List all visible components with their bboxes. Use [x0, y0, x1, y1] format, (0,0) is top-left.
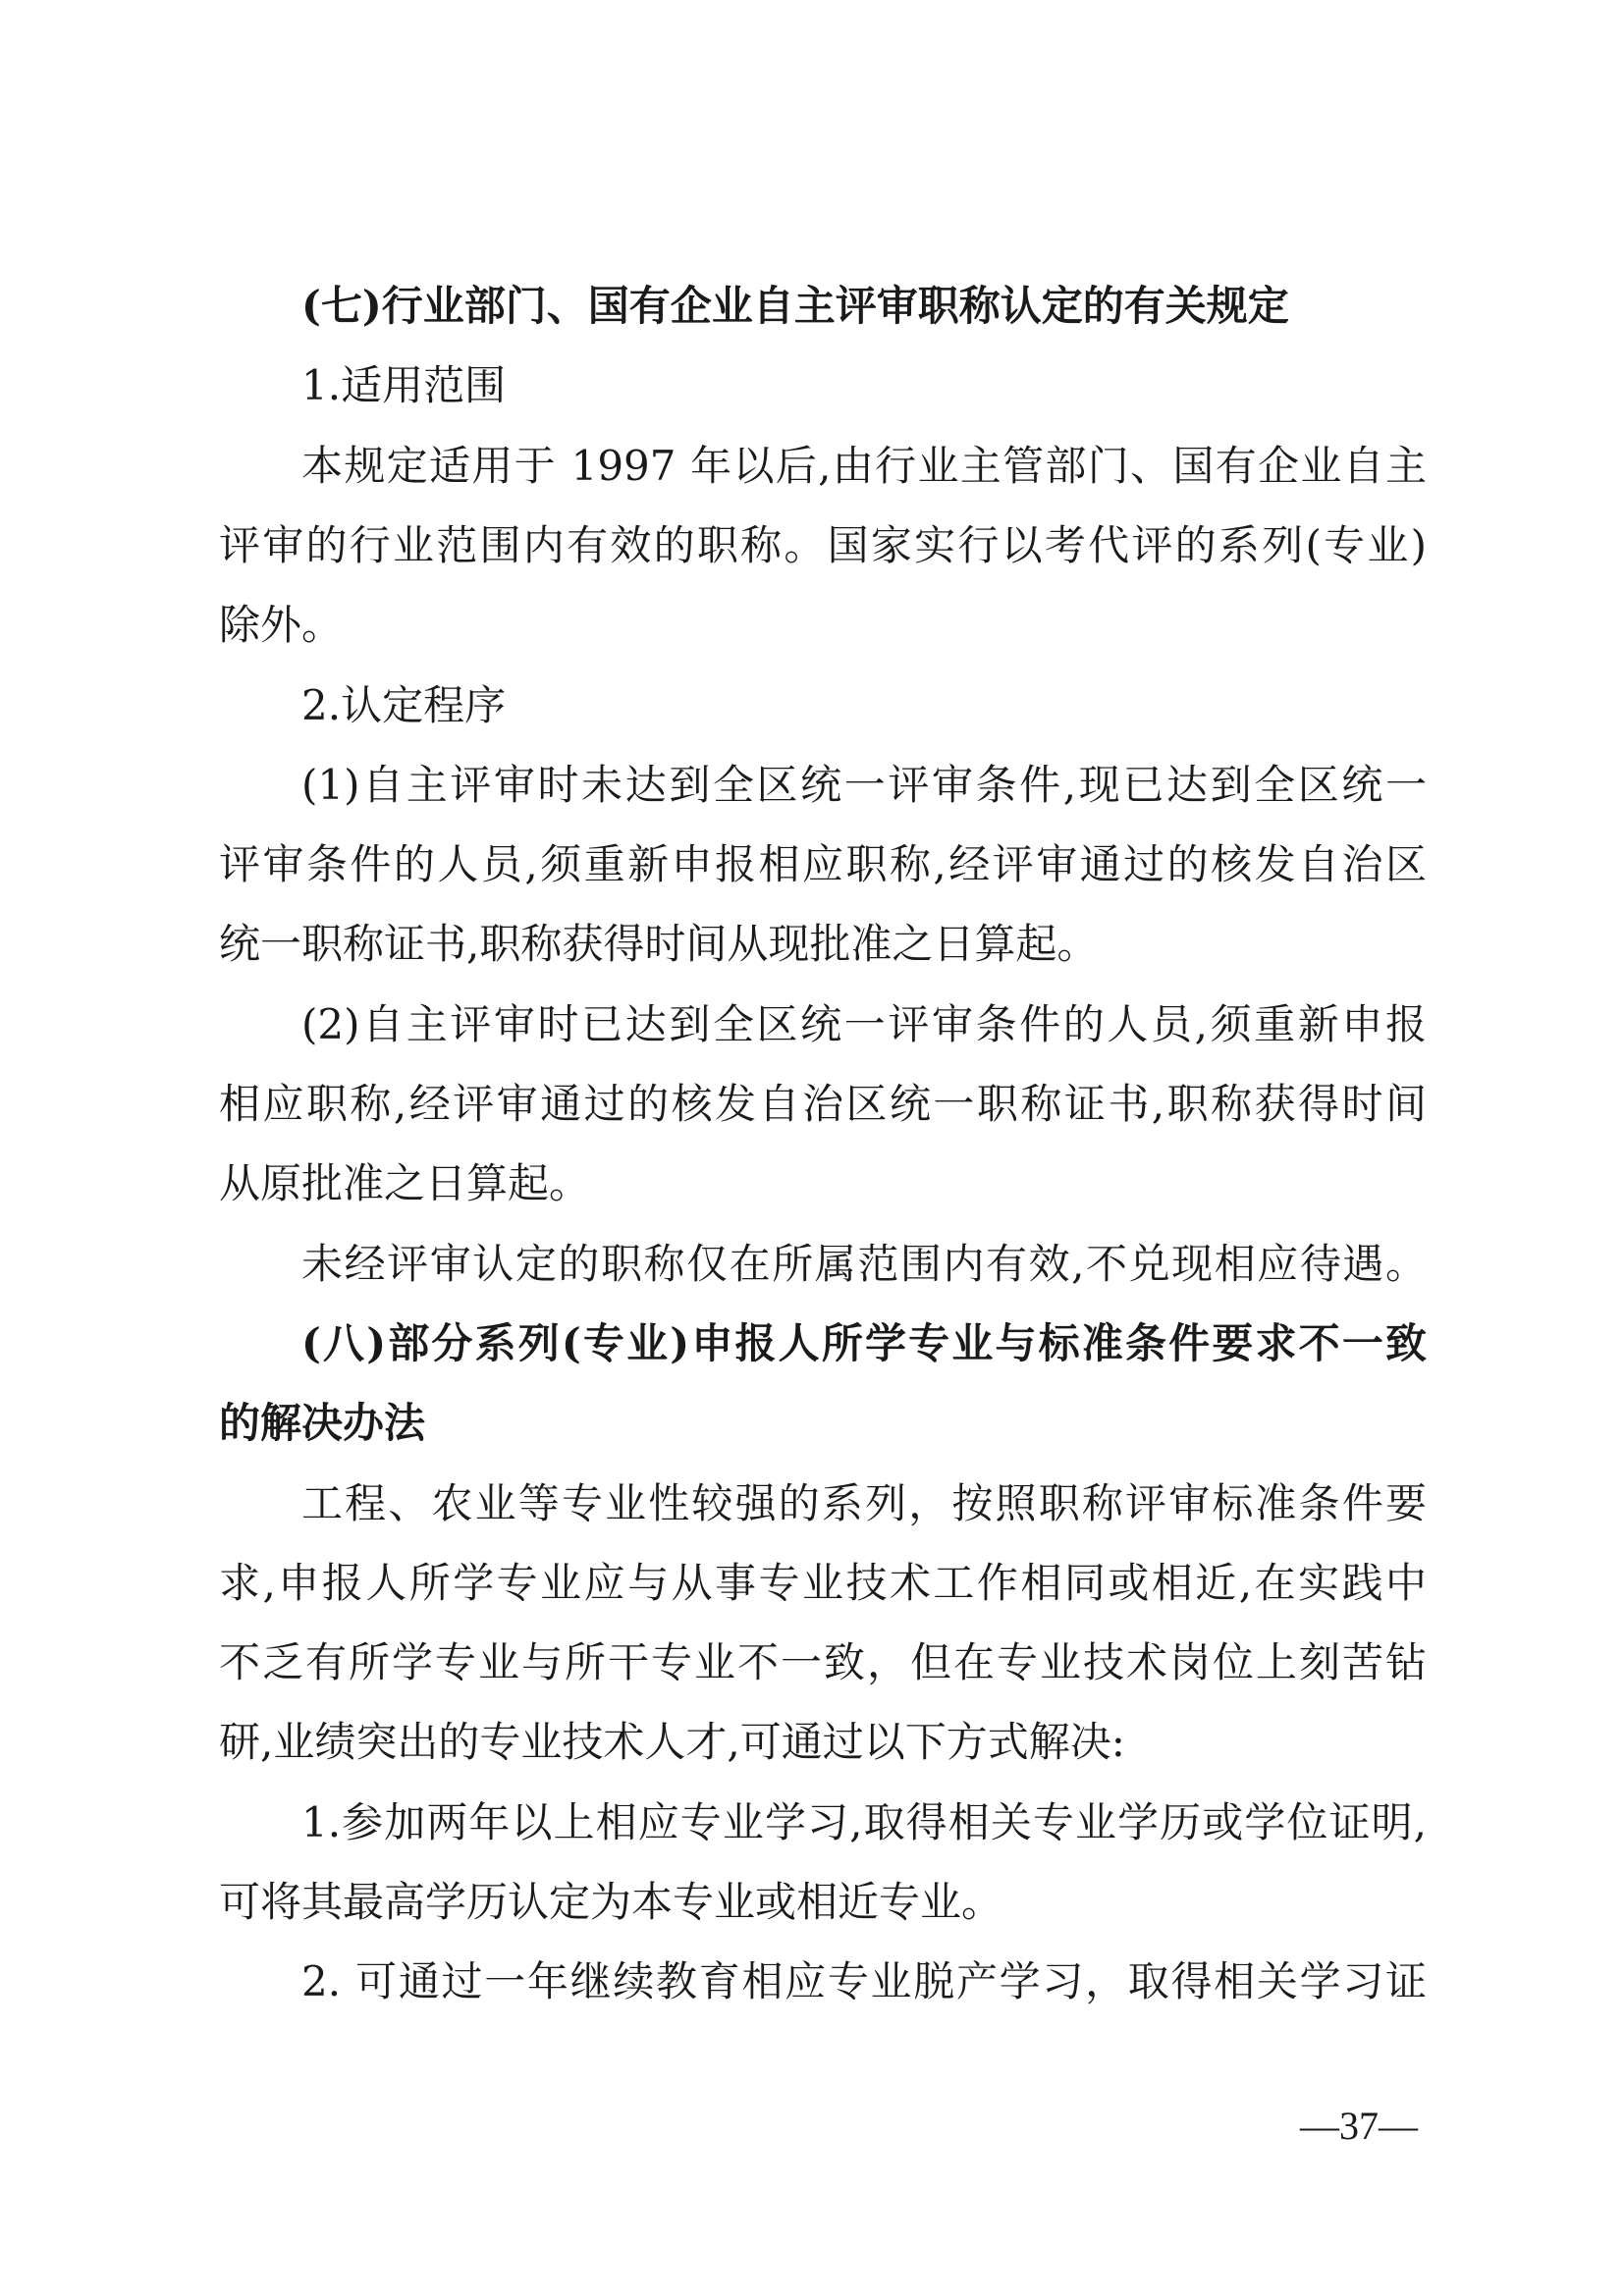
page-number: —37— — [1300, 2104, 1418, 2148]
text-line: 未经评审认定的职称仅在所属范围内有效,不兑现相应待遇。 — [301, 1240, 1427, 1288]
text-line: 2. 可通过一年继续教育相应专业脱产学习，取得相关学习证 — [301, 1957, 1427, 2005]
text-line: 不乏有所学专业与所干专业不一致，但在专业技术岗位上刻苦钻 — [219, 1638, 1427, 1686]
text-line: 1.参加两年以上相应专业学习,取得相关专业学历或学位证明, — [301, 1798, 1427, 1846]
text-line: (2)自主评审时已达到全区统一评审条件的人员,须重新申报 — [301, 1000, 1427, 1048]
text-line: 可将其最高学历认定为本专业或相近专业。 — [219, 1878, 1003, 1926]
text-line: 2.认定程序 — [301, 681, 507, 729]
text-line: 统一职称证书,职称获得时间从现批准之日算起。 — [219, 920, 1099, 968]
text-line: (八)部分系列(专业)申报人所学专业与标准条件要求不一致 — [301, 1319, 1427, 1367]
text-line: 1.适用范围 — [301, 361, 507, 409]
text-line: 相应职称,经评审通过的核发自治区统一职称证书,职称获得时间 — [219, 1080, 1427, 1128]
text-line: 本规定适用于 1997 年以后,由行业主管部门、国有企业自主 — [301, 442, 1427, 490]
text-line: (七)行业部门、国有企业自主评审职称认定的有关规定 — [301, 282, 1289, 330]
text-line: 研,业绩突出的专业技术人才,可通过以下方式解决: — [219, 1718, 1125, 1766]
text-line: 除外。 — [219, 601, 344, 649]
text-line: 评审的行业范围内有效的职称。国家实行以考代评的系列(专业) — [219, 521, 1427, 569]
text-line: 工程、农业等专业性较强的系列，按照职称评审标准条件要 — [301, 1479, 1427, 1527]
text-line: 从原批准之日算起。 — [219, 1159, 591, 1207]
text-line: 评审条件的人员,须重新申报相应职称,经评审通过的核发自治区 — [219, 840, 1427, 888]
text-line: (1)自主评审时未达到全区统一评审条件,现已达到全区统一 — [301, 761, 1427, 809]
text-line: 求,申报人所学专业应与从事专业技术工作相同或相近,在实践中 — [219, 1559, 1427, 1607]
text-line: 的解决办法 — [219, 1399, 426, 1447]
